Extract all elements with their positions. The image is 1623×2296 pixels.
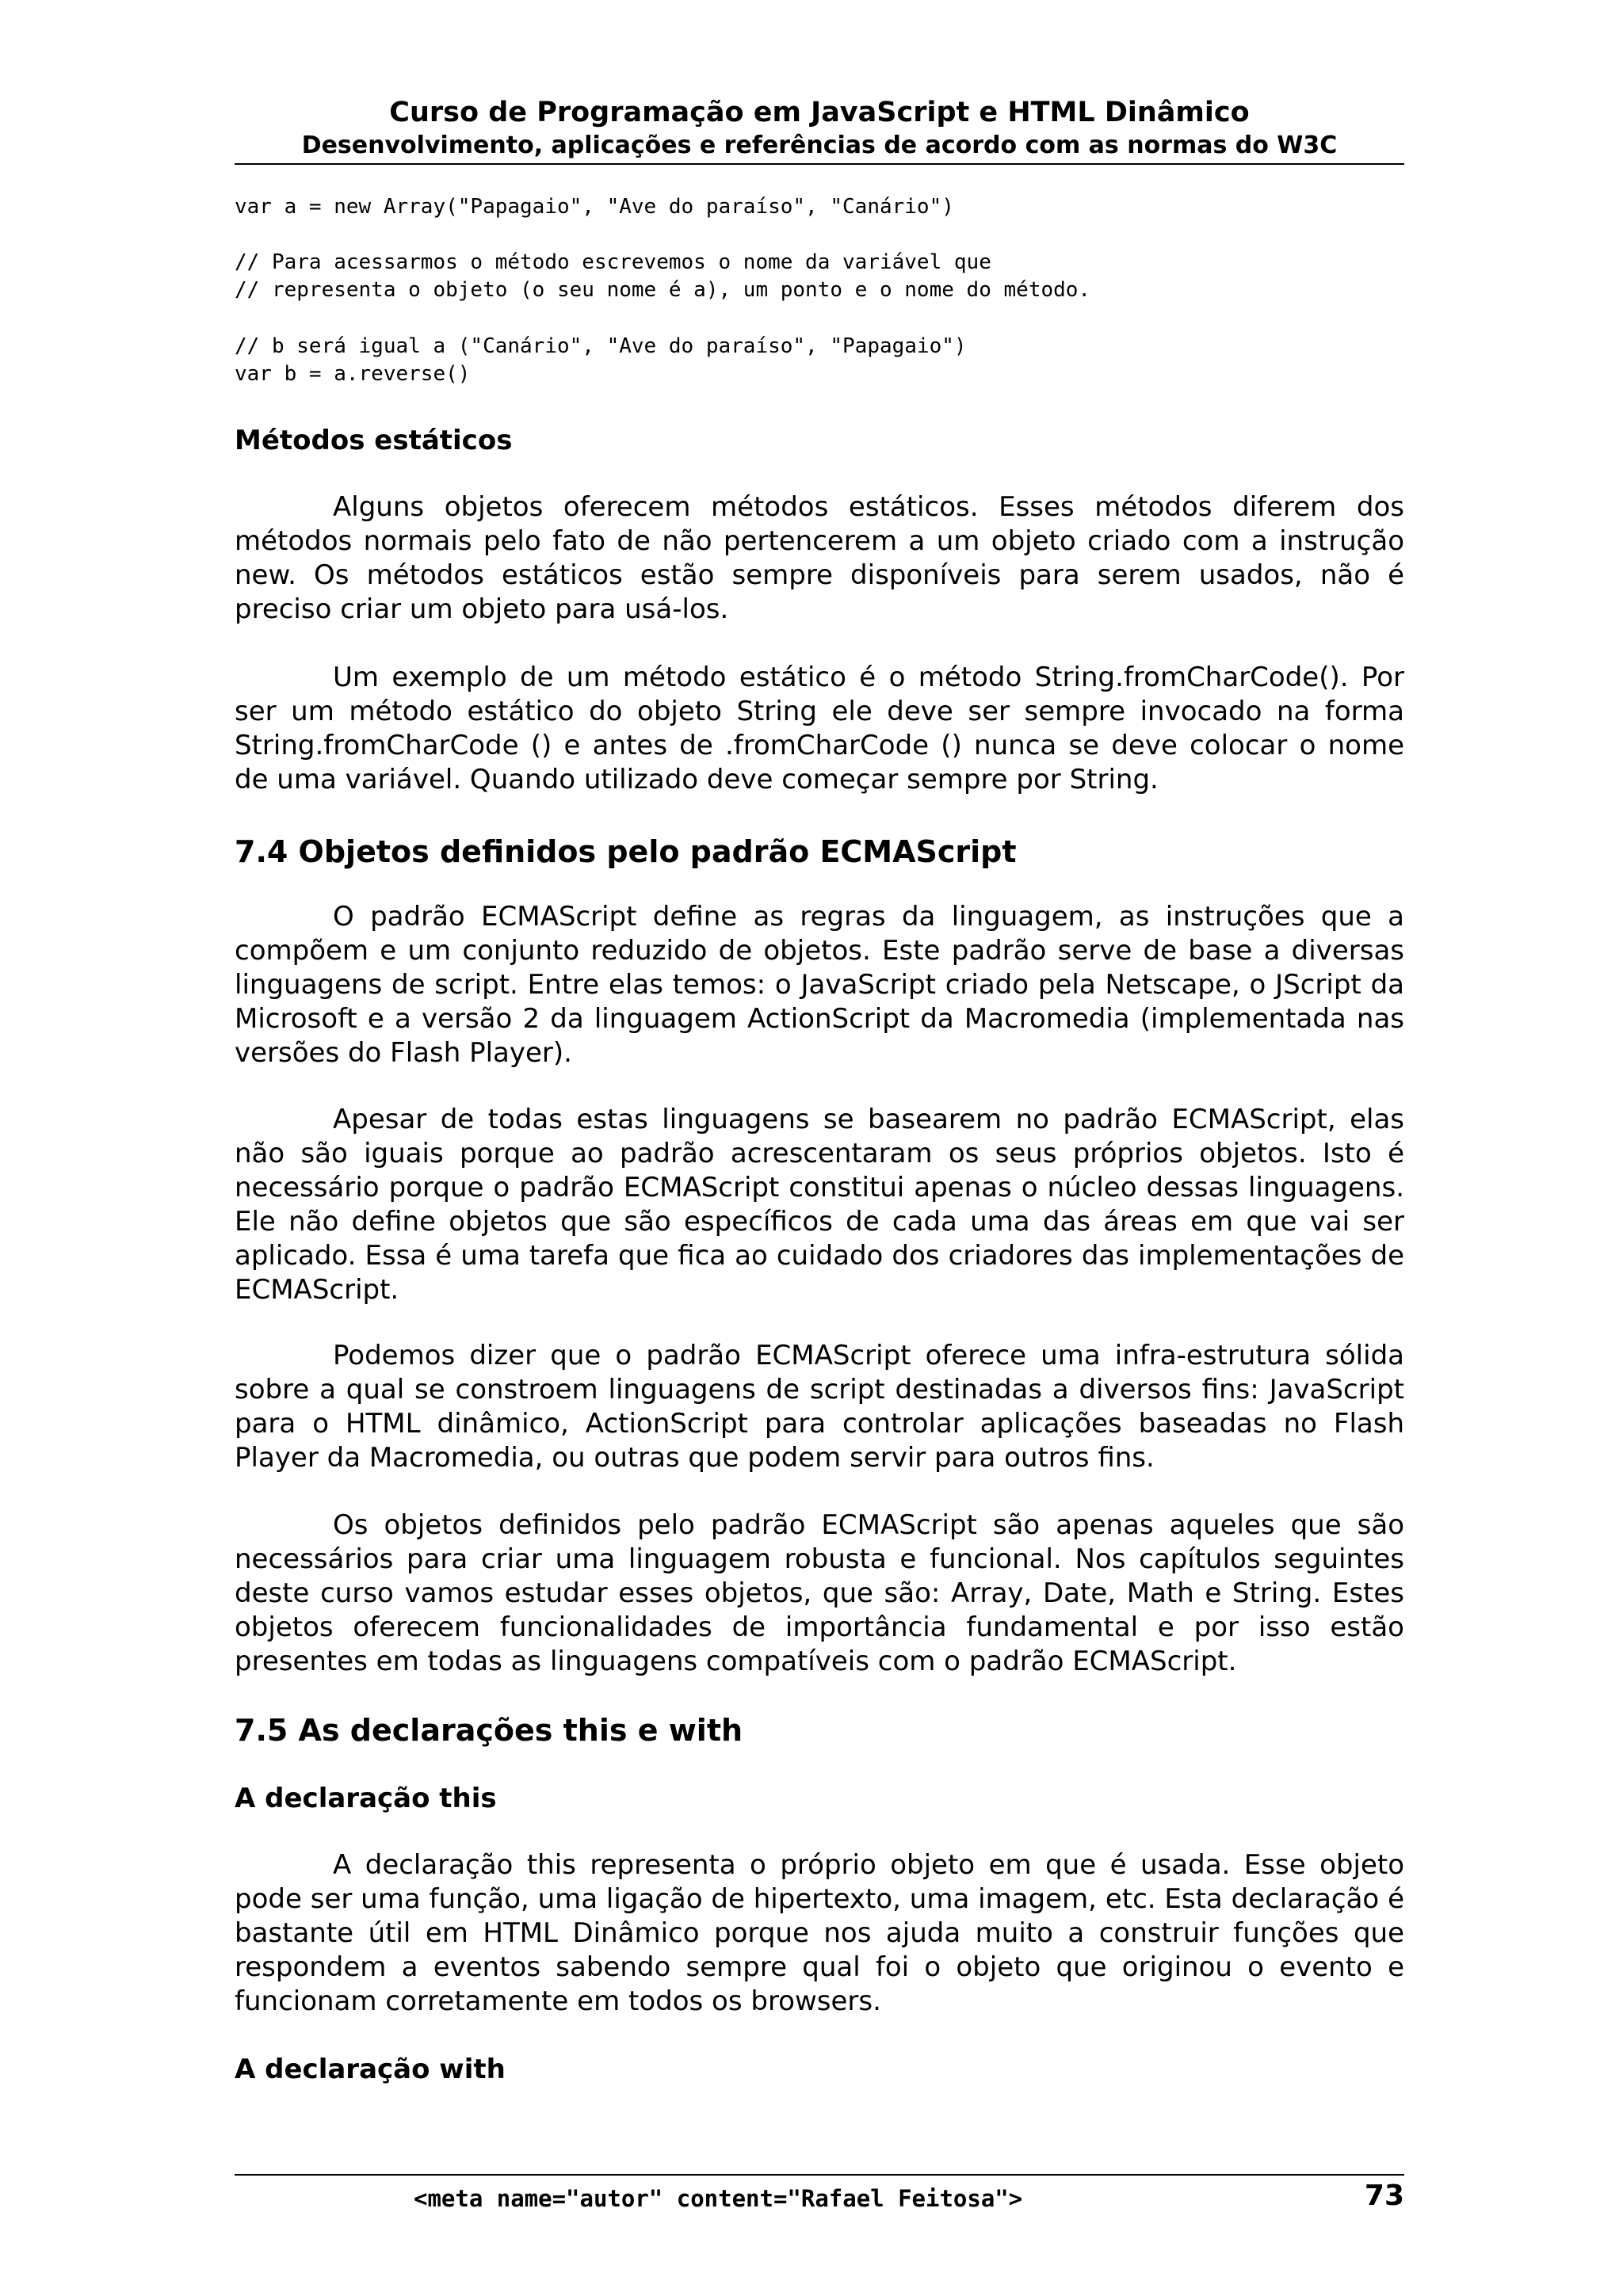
header-subtitle: Desenvolvimento, aplicações e referências de acordo com as normas do W3C (301, 132, 1338, 159)
header-title: Curso de Programação em JavaScript e HTML Dinâmico (389, 97, 1250, 128)
page-number: 73 (1364, 2180, 1404, 2212)
heading-ecmascript: 7.4 Objetos definidos pelo padrão ECMAScript (235, 834, 1017, 869)
heading-metodos-estaticos: Métodos estáticos (235, 425, 513, 456)
paragraph: O padrão ECMAScript define as regras da linguagem, as instruções que a compõem e um conjunto reduzido de objetos. Este padrão serve de base a diversas linguagens de script. Entre elas temos: o JavaScript criado pela Netscape, o JScript da Microsoft e a versão 2 da linguagem ActionScript da Macromedia (implementada nas versões do Flash Player). (235, 901, 1404, 1069)
paragraph: Podemos dizer que o padrão ECMAScript oferece uma infra-estrutura sólida sobre a qual se constroem linguagens de script destinadas a diversos fins: JavaScript para o HTML dinâmico, ActionScript para controlar aplicações baseadas no Flash Player da Macromedia, ou outras que podem servir para outros fins. (235, 1340, 1404, 1474)
paragraph: Os objetos definidos pelo padrão ECMAScript são apenas aqueles que são necessários para criar uma linguagem robusta e funcional. Nos capítulos seguintes deste curso vamos estudar esses objetos, que são: Array, Date, Math e String. Estes objetos oferecem funcionalidades de importância fundamental e por isso estão presentes em todas as linguagens compatíveis com o padrão ECMAScript. (235, 1509, 1404, 1677)
document-page (235, 0, 1404, 2296)
code-block-reverse: // b será igual a ("Canário", "Ave do paraíso", "Papagaio") var b = a.reverse() (235, 334, 967, 386)
footer-divider (235, 2174, 1404, 2176)
heading-declaracao-with: A declaração with (235, 2054, 506, 2085)
heading-declaracao-this: A declaração this (235, 1783, 497, 1814)
running-header (235, 95, 1404, 162)
paragraph: A declaração this representa o próprio objeto em que é usada. Esse objeto pode ser uma função, uma ligação de hipertexto, uma imagem, etc. Esta declaração é bastante útil em HTML Dinâmico porque nos ajuda muito a construir funções que respondem a eventos sabendo sempre qual foi o objeto que originou o evento e funcionam corretamente em todos os browsers. (235, 1849, 1404, 2017)
heading-this-with: 7.5 As declarações this e with (235, 1713, 743, 1748)
code-block-comment: // Para acessarmos o método escrevemos o nome da variável que // representa o objeto (o seu nome é a), um ponto e o nome do método. (235, 250, 1091, 302)
code-block-array: var a = new Array("Papagaio", "Ave do paraíso", "Canário") (235, 195, 954, 219)
header-divider (235, 163, 1404, 165)
footer-meta: <meta name="autor" content="Rafael Feitosa"> (414, 2185, 1023, 2212)
paragraph: Um exemplo de um método estático é o método String.fromCharCode(). Por ser um método estático do objeto String ele deve ser sempre invocado na forma String.fromCharCode () e antes de .fromCharCode () nunca se deve colocar o nome de uma variável. Quando utilizado deve começar sempre por String. (235, 662, 1404, 795)
paragraph: Alguns objetos oferecem métodos estáticos. Esses métodos diferem dos métodos normais pelo fato de não pertencerem a um objeto criado com a instrução new. Os métodos estáticos estão sempre disponíveis para serem usados, não é preciso criar um objeto para usá-los. (235, 491, 1404, 625)
paragraph: Apesar de todas estas linguagens se basearem no padrão ECMAScript, elas não são iguais porque ao padrão acrescentaram os seus próprios objetos. Isto é necessário porque o padrão ECMAScript constitui apenas o núcleo dessas linguagens. Ele não define objetos que são específicos de cada uma das áreas em que vai ser aplicado. Essa é uma tarefa que fica ao cuidado dos criadores das implementações de ECMAScript. (235, 1104, 1404, 1306)
